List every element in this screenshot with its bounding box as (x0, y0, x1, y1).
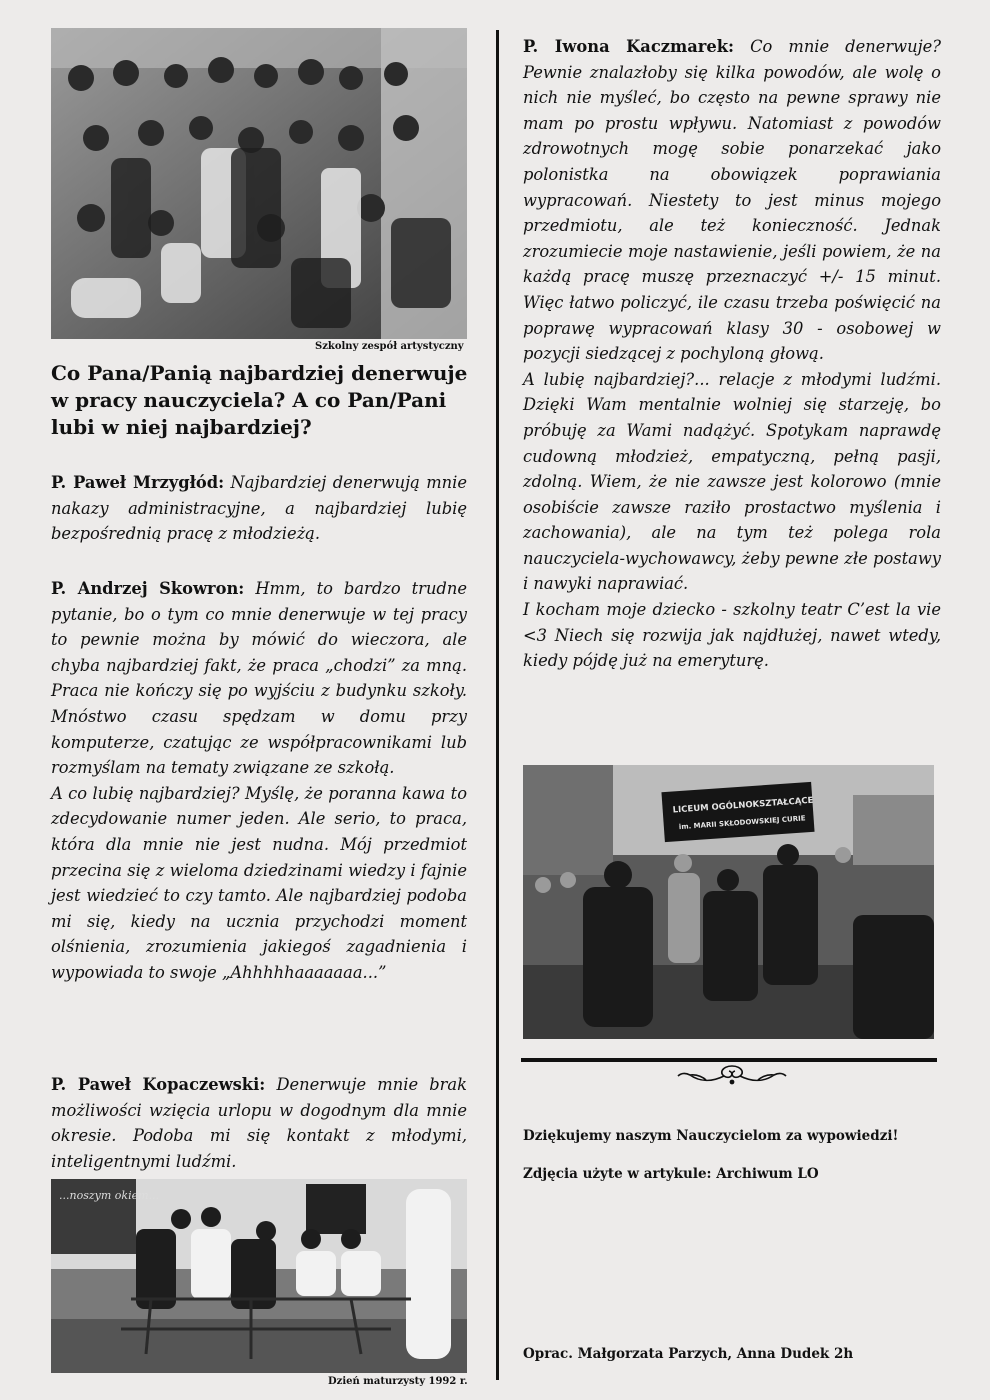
graduation-day-photo (51, 1179, 467, 1373)
svg-text:LICEUM OGÓLNOKSZTAŁCĄCE: LICEUM OGÓLNOKSZTAŁCĄCE (672, 795, 814, 816)
answer-skowron: P. Andrzej Skowron: Hmm, to bardzo trudne pytanie, bo o tym co mnie denerwuje w tej pracy to pewnie można by mówić do wieczora, ale chyba najbardziej fakt, że praca „chodzi” za mną. Praca nie kończy się po wyjściu z budynku szkoły. Mnóstwo czasu spędzam w domu przy komputerze, czatując ze współpracownikami lub rozmyślam na tematy związane ze szkołą. A co lubię najbardziej? Myślę, że poranna kawa to zdecydowanie numer jeden. Ale serio, to praca, która dla mnie nie jest nudna. Mój przedmiot przecina się z wieloma dziedzinami wiedzy i fajnie jest wiedzieć to czy tamto. Ale najbardziej podoba mi się, kiedy na ucznia przychodzi moment olśnienia, zrozumienia jakiegoś zagadnienia i wypowiada to swoje „Ahhhhhaaaaaaa...” (51, 579, 467, 982)
column-divider (496, 30, 499, 1380)
authors-note: Oprac. Małgorzata Parzych, Anna Dudek 2h (523, 1346, 854, 1362)
group-photo-image (51, 28, 467, 339)
photo-caption-bottom: Dzień maturzysty 1992 r. (328, 1376, 468, 1387)
answer-mrzyglod: P. Paweł Mrzygłód: Najbardziej denerwują mnie nakazy administracyjne, a najbardziej lubię bezpośrednią pracę z młodzieżą. (51, 473, 467, 544)
answer-kaczmarek: P. Iwona Kaczmarek: Co mnie denerwuje? Pewnie znalazłoby się kilka powodów, ale wolę o nich nie myśleć, bo często na pewne sprawy nie mam po prostu wpływu. Natomiast z powodów zdrowotnych mogę sobie ponarzekać jako polonistka na obowiązek poprawiania wypracowań. Niestety to jest minus mojego przedmiotu, ale też konieczność. Jednak zrozumiecie moje nastawienie, jeśli powiem, że na każdą pracę muszę przeznaczyć +/- 15 minut. Więc łatwo policzyć, ile czasu trzeba poświęcić na poprawę wypracowań klasy 30 - osobowej w pozycji siedzącej z pochyloną głową. A lubię najbardziej?... relacje z młodymi ludźmi. Dzięki Wam mentalnie wolniej się starzeję, bo próbuję za Wami nadążyć. Spotykam naprawdę cudowną młodzież, empatyczną, pełną pasji, zdolną. Wiem, że nie zawsze jest kolorowo (mnie osobiście zawsze raziło prostactwo myślenia i zachowania), ale na tym też polega rola nauczyciela-wychowawcy, żeby pewne złe postawy i nawyki naprawiać. I kocham moje dziecko - szkolny teatr C’est la vie <3 Niech się rozwija jak najdłużej, nawet wtedy, kiedy pójdę już na emeryturę. (523, 37, 941, 671)
thanks-note: Dziękujemy naszym Nauczycielom za wypowiedzi! (523, 1128, 899, 1144)
photos-source-note: Zdjęcia użyte w artykule: Archiwum LO (523, 1166, 819, 1182)
article-question: Co Pana/Panią najbardziej denerwuje w pracy nauczyciela? A co Pan/Pani lubi w niej najbardziej? (51, 361, 468, 439)
answer-kopaczewski: P. Paweł Kopaczewski: Denerwuje mnie brak możliwości wzięcia urlopu w dogodnym dla mnie okresie. Podoba mi się kontakt z młodymi, inteligentnymi ludźmi. (51, 1075, 468, 1171)
ornament-icon (676, 1062, 788, 1088)
parade-photo (523, 765, 934, 1039)
photo-caption-top: Szkolny zespół artystyczny (315, 341, 464, 352)
group-photo (51, 28, 467, 339)
svg-text:im. MARII SKŁODOWSKIEJ CURIE: im. MARII SKŁODOWSKIEJ CURIE (678, 814, 806, 832)
classroom-image (51, 1179, 467, 1373)
svg-text:...noszym okiem...: ...noszym okiem... (59, 1189, 160, 1202)
parade-image (523, 765, 934, 1039)
